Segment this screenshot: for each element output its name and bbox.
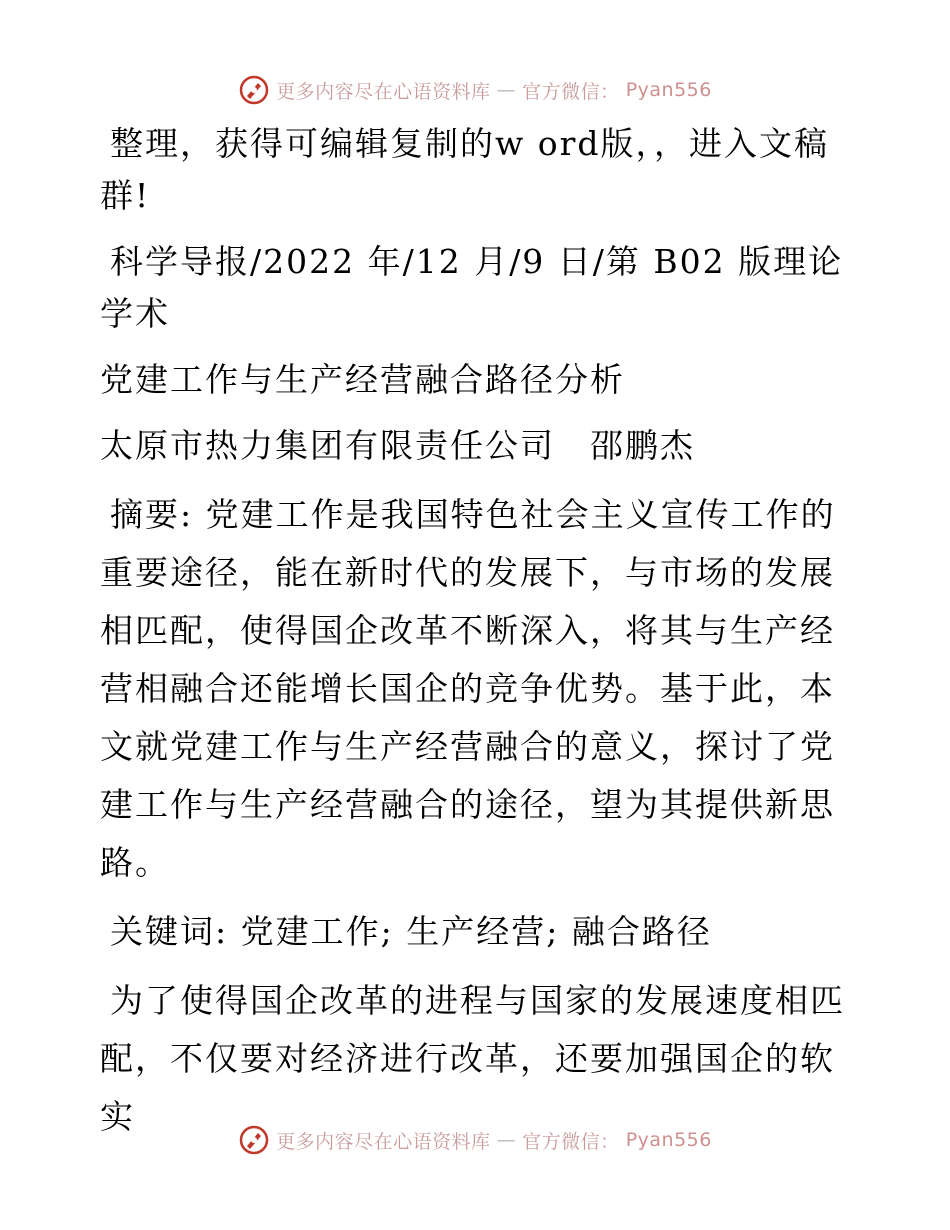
watermark-handle: Pyan556	[625, 1129, 712, 1151]
pen-circle-icon	[238, 1124, 270, 1156]
source-text: 科学导报/2022 年/12 月/9 日/第 B02 版理论学术	[100, 242, 844, 333]
watermark-handle-label: 官方微信：	[522, 1130, 620, 1153]
watermark-handle: Pyan556	[625, 79, 712, 101]
watermark-separator: —	[496, 1129, 517, 1151]
article-title-text: 党建工作与生产经营融合路径分析	[100, 360, 625, 399]
abstract-text: 摘要: 党建工作是我国特色社会主义宣传工作的重要途径，能在新时代的发展下，与市场的发展相匹配，使得国企改革不断深入，将其与生产经营相融合还能增长国企的竞争优势。基于此，本文就党建工作与生产经营融合的意义，探讨了党建工作与生产经营融合的途径，望为其提供新思路。	[100, 495, 836, 882]
watermark-separator: —	[496, 79, 517, 101]
document-body	[100, 118, 860, 1160]
watermark-text: 更多内容尽在心语资料库	[276, 1130, 491, 1153]
watermark-footer	[0, 1120, 950, 1160]
watermark-text: 更多内容尽在心语资料库	[276, 80, 491, 103]
watermark-handle-label: 官方微信：	[522, 80, 620, 103]
body-text: 为了使得国企改革的进程与国家的发展速度相匹配，不仅要对经济进行改革，还要加强国企的软实	[100, 981, 845, 1136]
author-text: 太原市热力集团有限责任公司 邵鹏杰	[100, 426, 695, 465]
author-line	[100, 420, 860, 472]
keywords-line	[100, 906, 860, 958]
intro-text: 整理，获得可编辑复制的w ord版，，进入文稿群!	[100, 124, 830, 215]
abstract-paragraph	[100, 486, 860, 892]
article-title	[100, 354, 860, 406]
intro-paragraph	[100, 118, 860, 222]
keywords-text: 关键词: 党建工作; 生产经营; 融合路径	[110, 912, 712, 951]
pen-circle-icon	[238, 74, 270, 106]
watermark-header	[0, 70, 950, 110]
source-line	[100, 236, 860, 340]
